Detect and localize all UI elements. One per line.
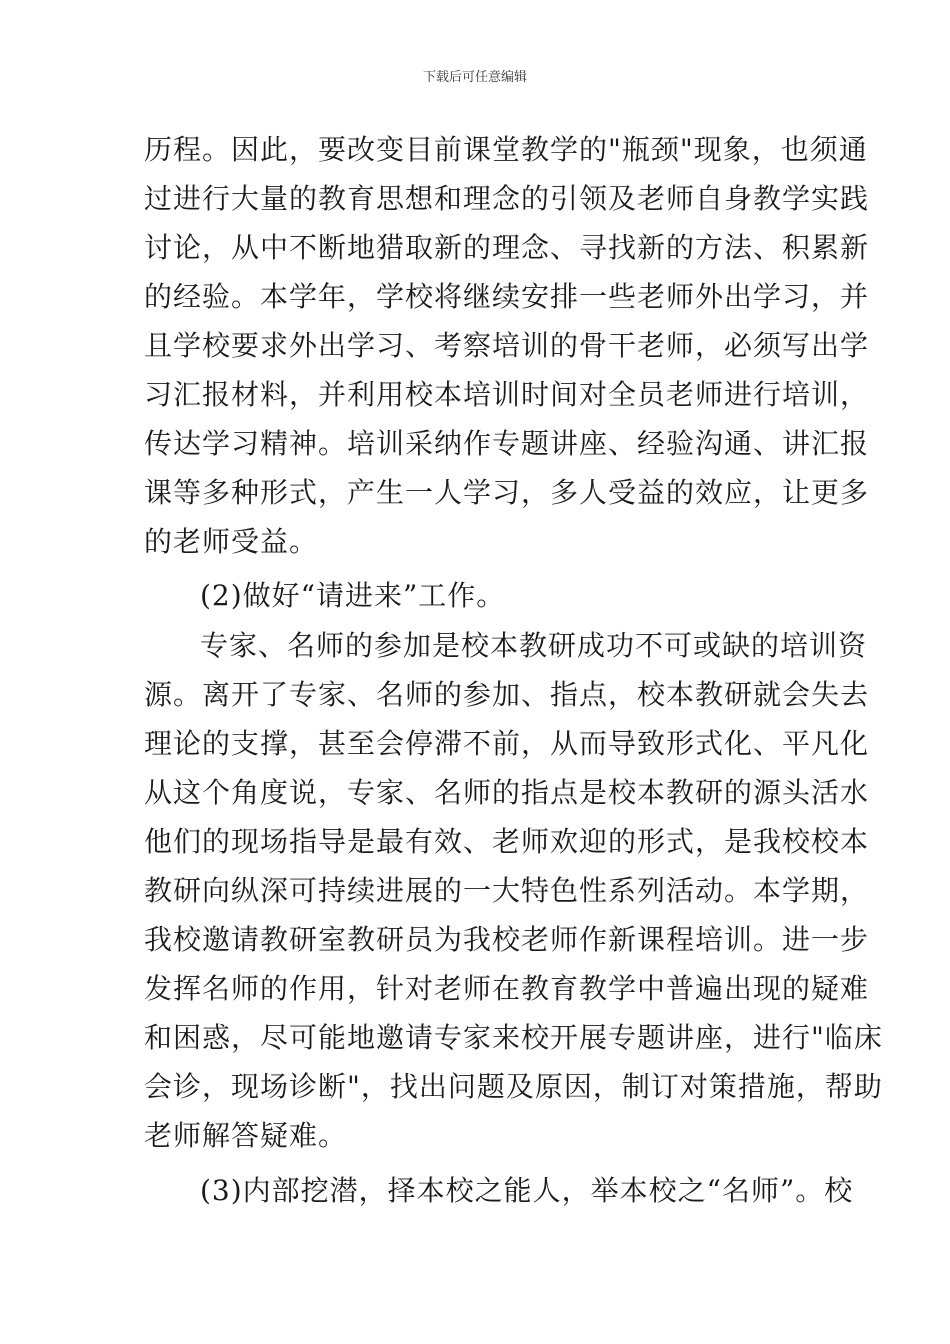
text-line: 习汇报材料，并利用校本培训时间对全员老师进行培训， bbox=[144, 378, 870, 411]
section-heading: (3)内部挖潜，择本校之能人，举本校之“名师”。校 bbox=[200, 1174, 854, 1207]
text-line: 历程。因此，要改变目前课堂教学的"瓶颈"现象，也须通 bbox=[144, 133, 868, 166]
text-line: 源。离开了专家、名师的参加、指点，校本教研就会失去 bbox=[144, 678, 870, 711]
text-line: 发挥名师的作用，针对老师在教育教学中普遍出现的疑难 bbox=[144, 972, 870, 1005]
text-line: 他们的现场指导是最有效、老师欢迎的形式，是我校校本 bbox=[144, 825, 870, 858]
text-line: 传达学习精神。培训采纳作专题讲座、经验沟通、讲汇报 bbox=[144, 427, 870, 460]
text-line: 会诊，现场诊断"，找出问题及原因，制订对策措施，帮助 bbox=[144, 1070, 883, 1103]
text-line: 且学校要求外出学习、考察培训的骨干老师，必须写出学 bbox=[144, 329, 870, 362]
text-line: 从这个角度说，专家、名师的指点是校本教研的源头活水 bbox=[144, 776, 870, 809]
text-line: 的老师受益。 bbox=[144, 525, 319, 558]
text-line: 教研向纵深可持续进展的一大特色性系列活动。本学期， bbox=[144, 874, 870, 907]
text-line: 过进行大量的教育思想和理念的引领及老师自身教学实践 bbox=[144, 182, 870, 215]
text-line: 课等多种形式，产生一人学习，多人受益的效应，让更多 bbox=[144, 476, 870, 509]
text-line: 的经验。本学年，学校将继续安排一些老师外出学习，并 bbox=[144, 280, 870, 313]
text-line: 老师解答疑难。 bbox=[144, 1119, 348, 1152]
text-line: 我校邀请教研室教研员为我校老师作新课程培训。进一步 bbox=[144, 923, 870, 956]
text-line: 讨论，从中不断地猎取新的理念、寻找新的方法、积累新 bbox=[144, 231, 870, 264]
text-line: 和困惑，尽可能地邀请专家来校开展专题讲座，进行"临床 bbox=[144, 1021, 883, 1054]
text-line: 专家、名师的参加是校本教研成功不可或缺的培训资 bbox=[200, 629, 868, 662]
page-header: 下载后可任意编辑 bbox=[422, 70, 527, 85]
section-heading: (2)做好“请进来”工作。 bbox=[200, 579, 506, 612]
text-line: 理论的支撑，甚至会停滞不前，从而导致形式化、平凡化 bbox=[144, 727, 870, 760]
